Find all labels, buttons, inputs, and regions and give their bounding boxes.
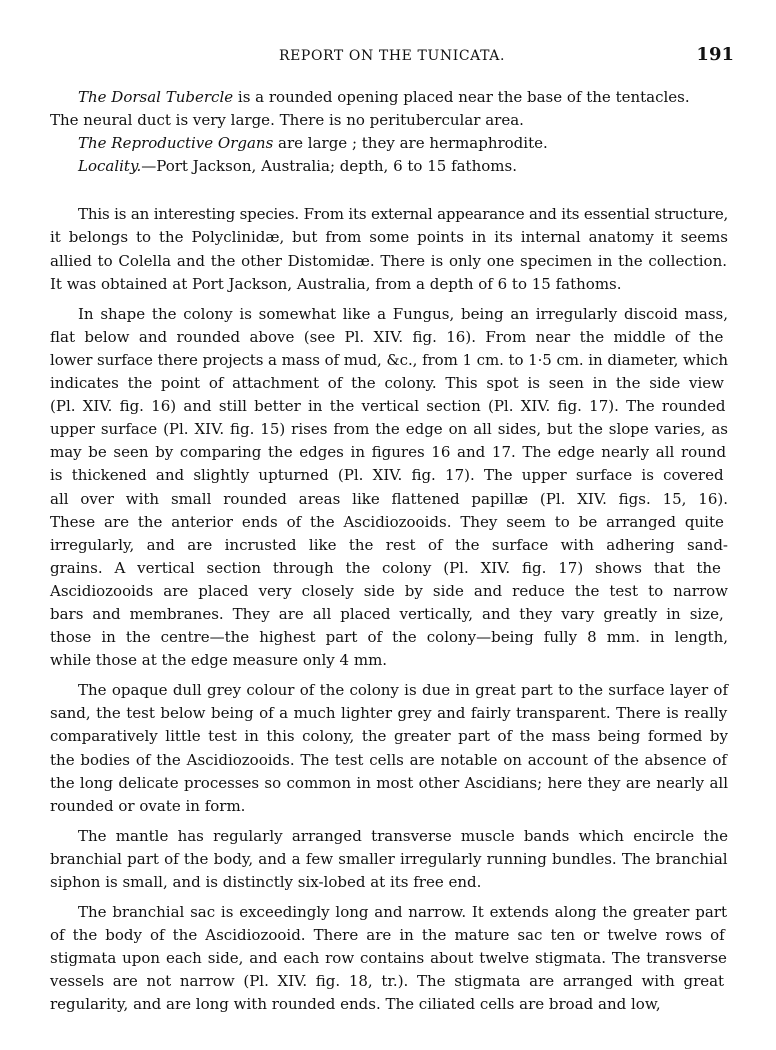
text-line: Ascidiozooids are placed very closely side by side and reduce the test to narrow <box>50 581 728 600</box>
description-line <box>50 155 728 178</box>
text-line: indicates the point of attachment of the colony. This spot is seen in the side view <box>50 374 724 393</box>
text-line: The branchial sac is exceedingly long and narrow. It extends along the greater part <box>78 903 727 922</box>
text-line: upper surface (Pl. XIV. fig. 15) rises from the edge on all sides, but the slope varies, as <box>50 420 728 439</box>
text-line: This is an interesting species. From its external appearance and its essential structure, <box>78 205 729 224</box>
text-line: sand, the test below being of a much lighter grey and fairly transparent. There is really <box>50 704 728 723</box>
paragraph <box>50 303 728 673</box>
text-line: while those at the edge measure only 4 mm. <box>50 651 388 670</box>
section-spacer <box>50 185 728 203</box>
text-line: lower surface there projects a mass of mud, &c., from 1 cm. to 1·5 cm. in diameter, which <box>50 350 728 369</box>
text-line: In shape the colony is somewhat like a Fungus, being an irregularly discoid mass, <box>78 304 728 323</box>
description-text: are large ; they are hermaphrodite. <box>273 134 548 153</box>
text-line: those in the centre—the highest part of the colony—being fully 8 mm. in length, <box>50 628 728 647</box>
text-line: These are the anterior ends of the Ascidiozooids. They seem to be arranged quite <box>50 512 724 531</box>
text-line: bars and membranes. They are all placed vertically, and they vary greatly in size, <box>50 604 724 623</box>
text-line: all over with small rounded areas like flattened papillæ (Pl. XIV. figs. 15, 16). <box>50 489 728 508</box>
text-line: siphon is small, and is distinctly six-lobed at its free end. <box>50 873 482 891</box>
page-header <box>50 44 734 72</box>
text-line: it belongs to the Polyclinidæ, but from some points in its internal anatomy it seems <box>50 228 728 247</box>
section-label: The Reproductive Organs <box>78 134 274 153</box>
description-block <box>50 86 728 178</box>
text-line: branchial part of the body, and a few smaller irregularly running bundles. The branchial <box>50 849 728 868</box>
description-text: —Port Jackson, Australia; depth, 6 to 15 fathoms. <box>141 157 517 176</box>
running-title: REPORT ON THE TUNICATA. <box>278 48 506 64</box>
text-line: rounded or ovate in form. <box>50 796 246 815</box>
page-body <box>50 86 728 1024</box>
body-paragraphs <box>50 203 728 1016</box>
page-number: 191 <box>696 44 734 65</box>
text-line: It was obtained at Port Jackson, Australia, from a depth of 6 to 15 fathoms. <box>50 274 622 293</box>
text-line: of the body of the Ascidiozooid. There are in the mature sac ten or twelve rows of <box>50 926 725 945</box>
description-line <box>50 132 728 155</box>
text-line: (Pl. XIV. fig. 16) and still better in the vertical section (Pl. XIV. fig. 17). The rounded <box>50 397 726 416</box>
text-line: flat below and rounded above (see Pl. XIV. fig. 16). From near the middle of the <box>50 327 724 346</box>
text-line: stigmata upon each side, and each row contains about twelve stigmata. The transverse <box>50 949 727 968</box>
paragraph <box>50 203 728 295</box>
section-label: Locality. <box>78 157 142 176</box>
paragraph <box>50 679 728 818</box>
description-text: The neural duct is very large. There is no peritubercular area. <box>50 111 524 130</box>
description-line <box>50 86 728 109</box>
text-line: regularity, and are long with rounded ends. The ciliated cells are broad and low, <box>50 995 661 1014</box>
text-line: the long delicate processes so common in most other Ascidians; here they are nearly all <box>50 773 728 792</box>
description-line <box>50 109 728 132</box>
text-line: the bodies of the Ascidiozooids. The test cells are notable on account of the absence of <box>50 750 727 769</box>
text-line: comparatively little test in this colony, the greater part of the mass being formed by <box>50 727 728 746</box>
text-line: is thickened and slightly upturned (Pl. XIV. fig. 17). The upper surface is covered <box>50 466 724 485</box>
paragraph <box>50 825 728 894</box>
text-line: The opaque dull grey colour of the colony is due in great part to the surface layer of <box>78 681 728 700</box>
text-line: grains. A vertical section through the colony (Pl. XIV. fig. 17) shows that the <box>50 558 721 577</box>
text-line: irregularly, and are incrusted like the rest of the surface with adhering sand- <box>50 535 728 554</box>
paragraph <box>50 901 728 1016</box>
text-line: allied to Colella and the other Distomidæ. There is only one specimen in the collection. <box>50 251 728 270</box>
section-label: The Dorsal Tubercle <box>78 88 234 106</box>
text-line: vessels are not narrow (Pl. XIV. fig. 18, tr.). The stigmata are arranged with great <box>50 972 725 991</box>
description-text: is a rounded opening placed near the base of the tentacles. <box>233 88 690 106</box>
text-line: may be seen by comparing the edges in figures 16 and 17. The edge nearly all round <box>50 443 727 462</box>
text-line: The mantle has regularly arranged transverse muscle bands which encircle the <box>78 826 728 845</box>
